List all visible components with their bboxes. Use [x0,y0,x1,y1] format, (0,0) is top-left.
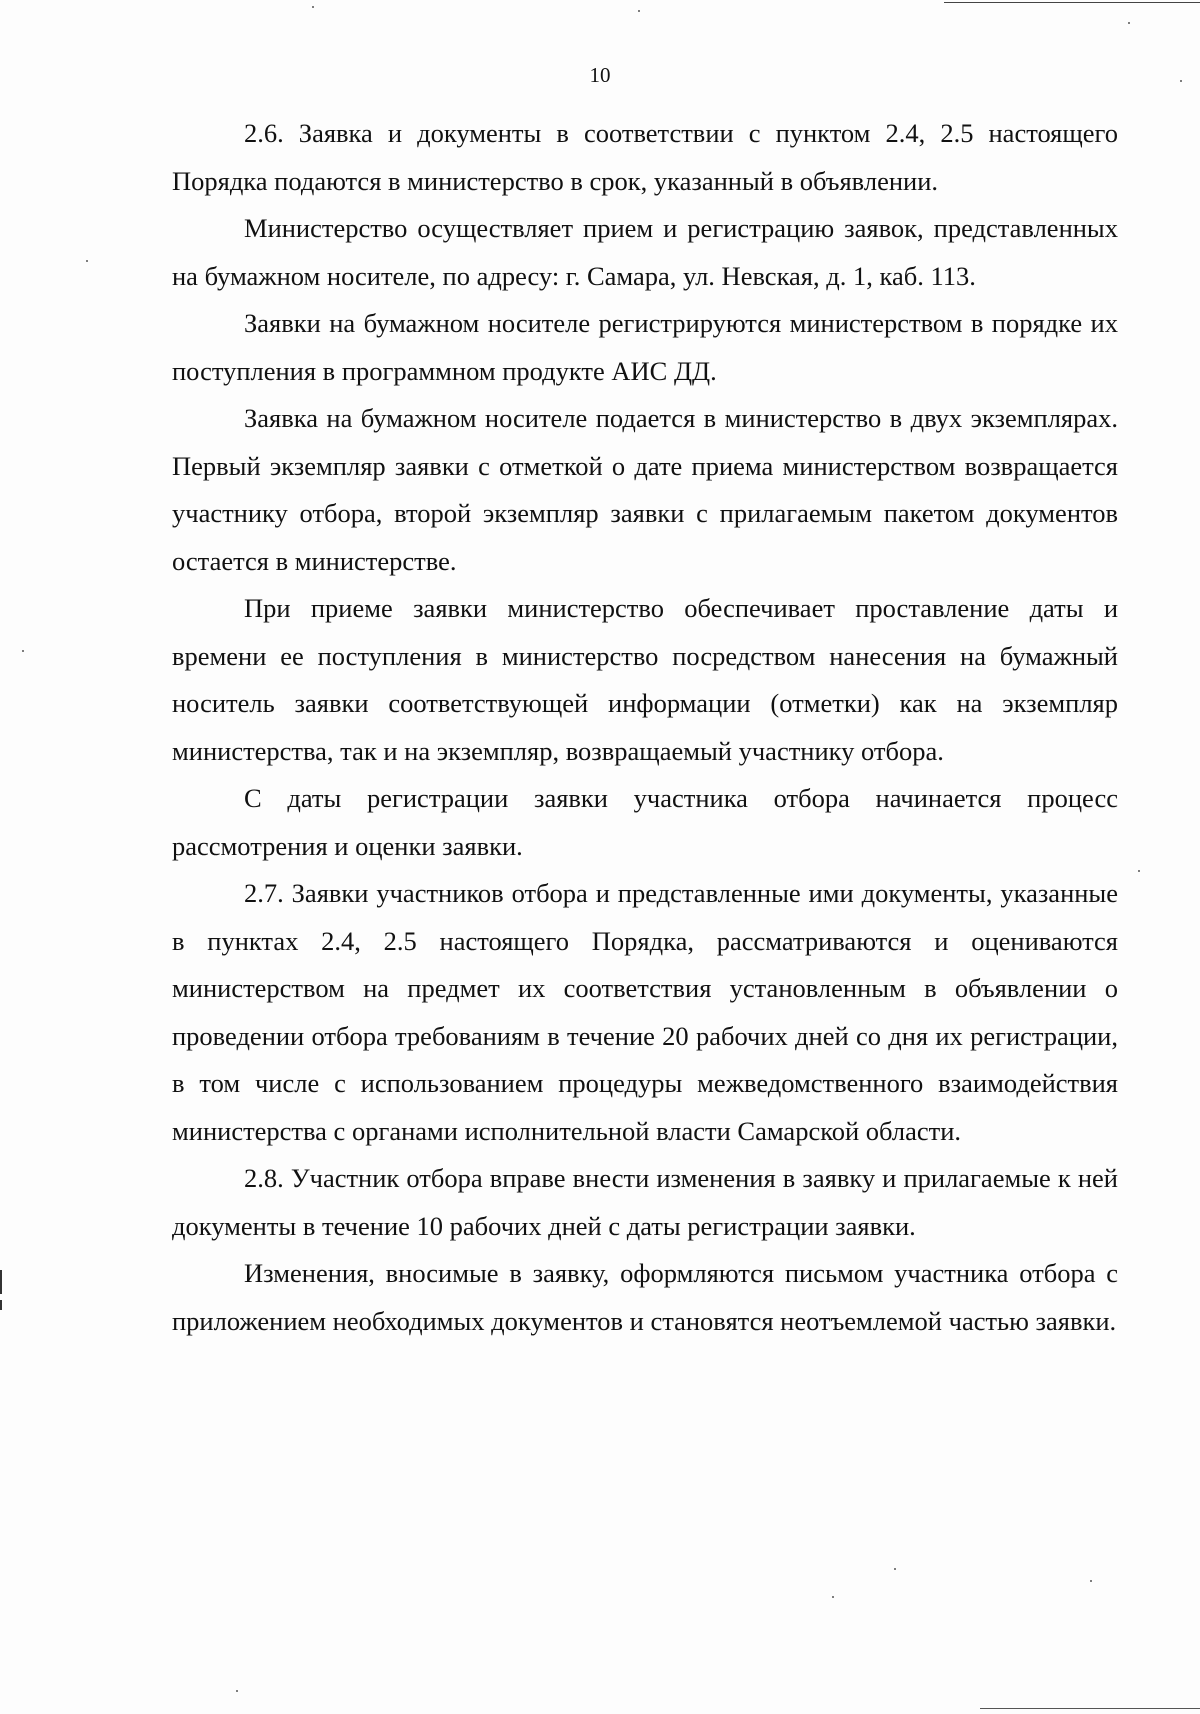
scan-speck [894,1568,896,1570]
scan-speck [312,6,314,8]
paragraph-changes: Изменения, вносимые в заявку, оформляются письмом участника отбора с приложением необходимых документов и становятся неотъемлемой частью заявки. [172,1258,1118,1336]
scan-speck [1138,870,1140,872]
scan-speck [86,260,88,262]
paragraph-review-start: С даты регистрации заявки участника отбора начинается процесс рассмотрения и оценки заявки. [172,783,1118,861]
scan-speck [236,1690,238,1692]
scan-speck [1180,80,1182,82]
scan-speck [22,650,24,652]
paragraph-address: Министерство осуществляет прием и регистрацию заявок, представленных на бумажном носителе, по адресу: г. Самара, ул. Невская, д. 1, каб. 113. [172,213,1118,291]
scan-edge-line-top [944,2,1200,3]
paragraph-registration: Заявки на бумажном носителе регистрируются министерством в порядке их поступления в программном продукте АИС ДД. [172,308,1118,386]
page-number: 10 [589,63,611,87]
scan-speck [1090,1580,1092,1582]
paragraph-date-stamp: При приеме заявки министерство обеспечивает проставление даты и времени ее поступления в министерство посредством нанесения на бумажный носитель заявки соответствующей информации (отметки) как на экземпляр министерства, так и на экземпляр, возвращаемый участнику отбора. [172,593,1118,766]
scan-edge-line-bottom [980,1708,1200,1709]
paragraph-2-8: 2.8. Участник отбора вправе внести изменения в заявку и прилагаемые к ней документы в течение 10 рабочих дней с даты регистрации заявки. [172,1163,1118,1241]
paragraph-2-7: 2.7. Заявки участников отбора и представленные ими документы, указанные в пунктах 2.4, 2.5 настоящего Порядка, рассматриваются и оцениваются министерством на предмет их соответствия установленным в объявлении о проведении отбора требованиям в течение 20 рабочих дней со дня их регистрации, в том числе с использованием процедуры межведомственного взаимодействия министерства с органами исполнительной власти Самарской области. [172,878,1118,1146]
paragraph-2-6: 2.6. Заявка и документы в соответствии с пунктом 2.4, 2.5 настоящего Порядка подаются в министерство в срок, указанный в объявлении. [172,118,1118,196]
scan-edge-mark-left [0,1270,2,1294]
scan-speck [1128,22,1130,24]
scan-speck [638,10,640,12]
scan-edge-mark-left [0,1300,2,1310]
scan-speck [832,1596,834,1598]
paragraph-copies: Заявка на бумажном носителе подается в министерство в двух экземплярах. Первый экземпляр заявки с отметкой о дате приема министерством возвращается участнику отбора, второй экземпляр заявки с прилагаемым пакетом документов остается в министерстве. [172,403,1118,576]
document-body [172,110,1118,1345]
